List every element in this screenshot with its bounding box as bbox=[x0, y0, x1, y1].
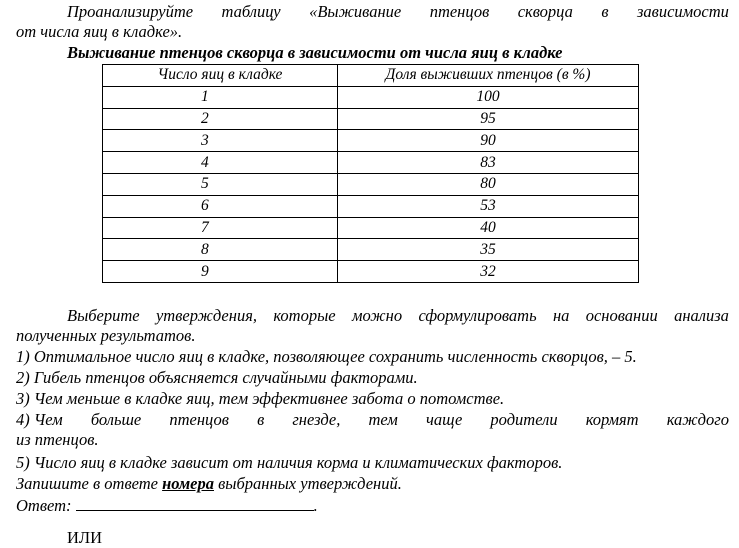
statement-word: кормят bbox=[585, 410, 639, 429]
intro-word: зависимости bbox=[636, 2, 729, 21]
question-word: на bbox=[552, 306, 570, 325]
statement-5: 5) Число яиц в кладке зависит от наличия корма и климатических факторов. bbox=[16, 453, 563, 472]
intro-word: в bbox=[601, 2, 609, 21]
question-word: Выберите bbox=[67, 306, 140, 325]
header-eggs: Число яиц в кладке bbox=[103, 65, 338, 87]
statement-2: 2) Гибель птенцов объясняется случайными факторами. bbox=[16, 368, 418, 387]
table-row bbox=[103, 130, 639, 152]
intro-word: таблицу bbox=[221, 2, 281, 21]
cell-eggs: 7 bbox=[103, 217, 338, 239]
cell-survival: 40 bbox=[338, 217, 639, 239]
or-label: ИЛИ bbox=[67, 528, 103, 547]
question-word: анализа bbox=[674, 306, 729, 325]
statement-word: чаще bbox=[425, 410, 463, 429]
cell-survival: 35 bbox=[338, 239, 639, 261]
cell-eggs: 6 bbox=[103, 195, 338, 217]
intro-word: скворца bbox=[517, 2, 573, 21]
cell-survival: 53 bbox=[338, 195, 639, 217]
answer-end: . bbox=[313, 496, 318, 515]
cell-eggs: 1 bbox=[103, 86, 338, 108]
table-row bbox=[103, 173, 639, 195]
cell-survival: 95 bbox=[338, 108, 639, 130]
answer-blank-line[interactable] bbox=[76, 495, 314, 511]
statement-word: гнезде, bbox=[292, 410, 341, 429]
intro-word: птенцов bbox=[429, 2, 490, 21]
answer-label: Ответ: bbox=[16, 496, 72, 515]
table-row bbox=[103, 261, 639, 283]
cell-survival: 83 bbox=[338, 152, 639, 174]
question-word: можно bbox=[351, 306, 403, 325]
question-word: сформулировать bbox=[418, 306, 537, 325]
table-header-row bbox=[103, 65, 639, 87]
statement-3: 3) Чем меньше в кладке яиц, тем эффективнее забота о потомстве. bbox=[16, 389, 505, 408]
intro-line-1 bbox=[67, 2, 729, 22]
cell-survival: 90 bbox=[338, 130, 639, 152]
answer-row bbox=[16, 495, 318, 516]
table-row bbox=[103, 239, 639, 261]
cell-eggs: 8 bbox=[103, 239, 338, 261]
statement-word: каждого bbox=[666, 410, 729, 429]
table-row bbox=[103, 86, 639, 108]
question-line-1 bbox=[67, 306, 729, 326]
intro-line-2: от числа яиц в кладке». bbox=[16, 22, 183, 41]
question-word: основании bbox=[585, 306, 658, 325]
statement-word: птенцов bbox=[169, 410, 229, 429]
cell-survival: 32 bbox=[338, 261, 639, 283]
table-row bbox=[103, 217, 639, 239]
cell-survival: 100 bbox=[338, 86, 639, 108]
instruction bbox=[16, 474, 402, 494]
instruction-after: выбранных утверждений. bbox=[214, 474, 402, 493]
statement-1: 1) Оптимальное число яиц в кладке, позволяющее сохранить численность скворцов, – 5. bbox=[16, 347, 637, 366]
statement-word: родители bbox=[490, 410, 558, 429]
statement-word: больше bbox=[90, 410, 142, 429]
statement-word: тем bbox=[368, 410, 398, 429]
question-word: утверждения, bbox=[155, 306, 257, 325]
statement-word: в bbox=[257, 410, 265, 429]
cell-eggs: 4 bbox=[103, 152, 338, 174]
cell-eggs: 3 bbox=[103, 130, 338, 152]
intro-word: Проанализируйте bbox=[67, 2, 194, 21]
statement-4-line-1 bbox=[16, 410, 729, 430]
question-word: которые bbox=[273, 306, 336, 325]
cell-eggs: 9 bbox=[103, 261, 338, 283]
table-caption: Выживание птенцов скворца в зависимости от числа яиц в кладке bbox=[67, 43, 563, 62]
table-row bbox=[103, 108, 639, 130]
survival-table bbox=[102, 64, 639, 283]
cell-eggs: 5 bbox=[103, 173, 338, 195]
table-row bbox=[103, 195, 639, 217]
statement-word: 4) Чем bbox=[16, 410, 63, 429]
intro-word: «Выживание bbox=[309, 2, 402, 21]
question-line-2: полученных результатов. bbox=[16, 326, 196, 345]
instruction-before: Запишите в ответе bbox=[16, 474, 163, 493]
cell-eggs: 2 bbox=[103, 108, 338, 130]
instruction-emphasis: номера bbox=[162, 474, 214, 493]
header-survival: Доля выживших птенцов (в %) bbox=[338, 65, 639, 87]
statement-4-line-2: из птенцов. bbox=[16, 430, 99, 449]
table-row bbox=[103, 152, 639, 174]
cell-survival: 80 bbox=[338, 173, 639, 195]
